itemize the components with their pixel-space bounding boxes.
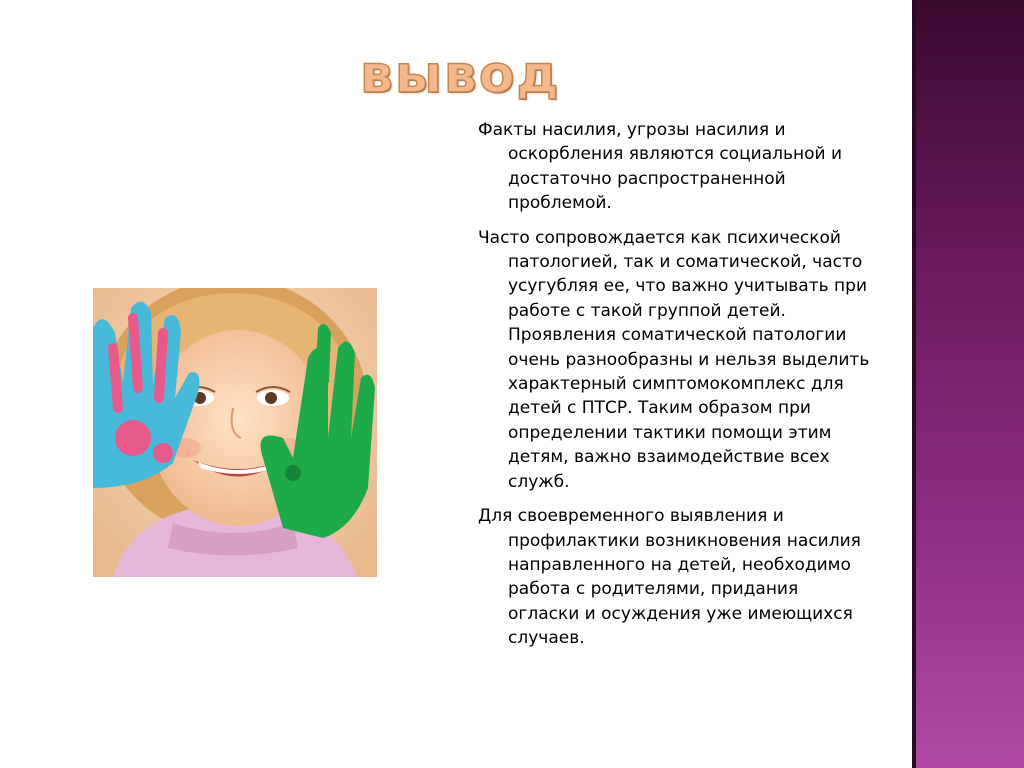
child-painted-hands-photo bbox=[93, 288, 377, 577]
decorative-side-band bbox=[912, 0, 1024, 768]
paragraph-2: Часто сопровождается как психической патологией, так и соматической, часто усугубляя ее, что важно учитывать при работе с такой группой детей. Проявления соматической патологии очень разнообразны и нельзя выделить характерный симптомокомплекс для детей с ПТСР. Таким образом при определении тактики помощи этим детям, важно взаимодействие всех служб. bbox=[478, 227, 870, 492]
paragraph-1: Факты насилия, угрозы насилия и оскорбления являются социальной и достаточно распространенной проблемой. bbox=[478, 120, 843, 214]
slide-title: вывод bbox=[360, 45, 561, 105]
text-content bbox=[478, 118, 873, 661]
paragraph-3: Для своевременного выявления и профилактики возникновения насилия направленного на детей, необходимо работа с родителями, придания огласки и осуждения уже имеющихся случаев. bbox=[478, 506, 861, 649]
